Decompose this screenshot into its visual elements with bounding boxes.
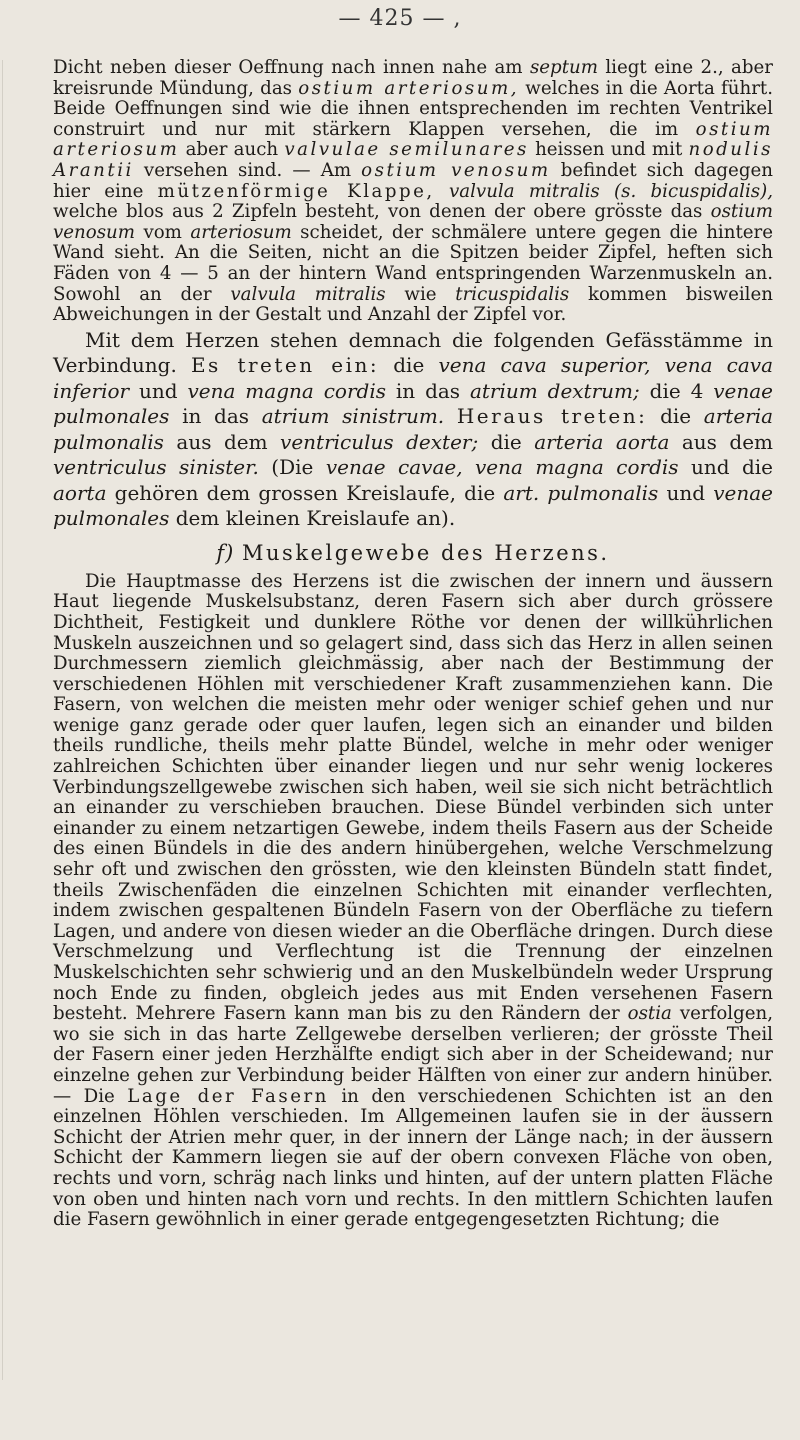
- latin-term: arteriosum: [190, 221, 292, 243]
- text-span: und: [138, 378, 178, 403]
- section-title: Muskelgewebe des Herzens.: [242, 540, 610, 565]
- text-span: versehen sind. — Am: [143, 159, 352, 181]
- text-span: und die: [690, 455, 774, 480]
- text-span: Mit dem Herzen stehen demnach die folgenden Gefässtämme in Verbindung.: [53, 327, 773, 378]
- latin-term: ostium venosum: [53, 201, 773, 243]
- latin-term: venae cavae, vena magna cordis: [325, 455, 679, 480]
- body-text: [53, 58, 773, 1231]
- latin-term: ostia: [627, 1003, 672, 1025]
- latin-term: ostium venosum: [361, 159, 551, 181]
- text-span: aus dem: [176, 429, 268, 454]
- latin-term: arteria pulmonalis: [53, 404, 774, 454]
- text-span: in das: [395, 378, 461, 403]
- spaced-term: Es treten ein:: [190, 353, 380, 378]
- text-span: die: [393, 353, 425, 378]
- section-mark: f): [216, 540, 235, 565]
- text-span: kommen bisweilen Abweichungen in der Gestalt und Anzahl der Zipfel vor.: [53, 283, 773, 326]
- text-span: gehören dem grossen Kreislaufe, die: [114, 480, 496, 505]
- text-span: vom: [143, 221, 182, 243]
- latin-term: aorta: [53, 480, 107, 505]
- section-heading: [53, 538, 773, 568]
- text-span: die: [490, 429, 522, 454]
- latin-term: nodulis Arantii: [53, 139, 773, 181]
- paragraph-muscle: [53, 572, 773, 1231]
- text-span: scheidet, der schmälere untere gegen die hintere Wand sieht. An die Seiten, nicht an die Spitzen beider Zipfel, heften sich Fäden von 4 — 5 an der hintern Wand entspringenden Warzenmuskeln an. Sowohl an der: [53, 221, 773, 305]
- paragraph-vessels: [53, 328, 773, 532]
- latin-term: valvula mitralis (s. bicuspidalis),: [448, 180, 773, 202]
- latin-term: atrium dextrum;: [469, 378, 640, 403]
- latin-term: ventriculus sinister.: [53, 455, 259, 480]
- text-span: und: [666, 480, 706, 505]
- latin-term: atrium sinistrum.: [261, 404, 445, 429]
- latin-term: vena magna cordis: [187, 378, 386, 403]
- text-span: in das: [182, 404, 250, 429]
- text-span: liegt eine 2., aber kreisrunde Mündung, das: [53, 57, 773, 99]
- text-span: befindet sich dagegen hier eine: [53, 159, 773, 202]
- latin-term: septum: [529, 57, 598, 78]
- spaced-term: Lage der Fasern: [127, 1085, 329, 1107]
- spaced-term: Heraus treten:: [456, 404, 648, 429]
- text-span: verfolgen, wo sie sich in das harte Zellgewebe derselben verlieren; der grösste Theil der Fasern einer jeden Herzhälfte endigt sich aber in der Scheidewand; nur einzelne gehen zur Verbindung beider Hälften von einer zur andern hinüber. — Die: [53, 1003, 773, 1107]
- text-span: heissen und mit: [535, 139, 683, 161]
- text-span: Die Hauptmasse des Herzens ist die zwischen der innern und äussern Haut liegende Muskelsubstanz, deren Fasern sich aber durch grössere Dichtheit, Festigkeit und dunklere Röthe vor denen der willkührlichen Muskeln auszeichnen und so gelagert sind, dass sich das Herz in allen seinen Durchmessern ziemlich gleichmässig, aber nach der Bestimmung der verschiedenen Höhlen mit verschiedener Kraft zusammenziehen kann. Die Fasern, von welchen die meisten mehr oder weniger schief gehen und nur wenige ganz gerade oder quer laufen, legen sich an einander und bilden theils rundliche, theils mehr platte Bündel, welche in mehr oder weniger zahlreichen Schichten über einander liegen und nur sehr wenig lockeres Verbindungszellgewebe zwischen sich haben, weil sie sich nicht beträchtlich an einander zu verschieben brauchen. Diese Bündel verbinden sich unter einander zu einem netzartigen Gewebe, indem theils Fasern aus der Scheide des einen Bündels in die des andern hinübergehen, welche Verschmelzung sehr oft und zwischen den grössten, wie den kleinsten Bündeln statt findet, theils Zwischenfäden die einzelnen Schichten mit einander verflechten, indem zwischen gespaltenen Bündeln Fasern von der Oberfläche zu tiefern Lagen, und andere von diesen wieder an die Oberfläche dringen. Durch diese Verschmelzung und Verflechtung ist die Trennung der einzelnen Muskelschichten sehr schwierig und an den Muskelbündeln weder Ursprung noch Ende zu finden, obgleich jedes aus mit Enden versehenen Fasern besteht. Mehrere Fasern kann man bis zu den Rändern der: [53, 570, 773, 1025]
- latin-term: valvulae semilunares: [284, 139, 529, 161]
- latin-term: ostium arteriosum,: [298, 77, 520, 99]
- text-span: wie: [404, 283, 437, 305]
- text-span: die 4: [649, 378, 704, 403]
- latin-term: vena cava superior, vena cava inferior: [53, 353, 774, 403]
- latin-term: ostium arteriosum: [53, 118, 773, 161]
- spaced-term: mützenförmige Klappe,: [157, 180, 435, 202]
- paragraph-valves: [53, 58, 773, 326]
- latin-term: arteria aorta: [534, 429, 670, 454]
- text-span: (Die: [271, 455, 314, 480]
- latin-term: tricuspidalis: [455, 283, 570, 305]
- page-number: — 425 — ,: [338, 6, 462, 31]
- latin-term: art. pulmonalis: [503, 480, 659, 505]
- text-span: aus dem: [681, 429, 774, 454]
- text-span: aber auch: [185, 139, 279, 161]
- text-span: welche blos aus 2 Zipfeln besteht, von denen der obere grösste das: [53, 201, 703, 223]
- latin-term: valvula mitralis: [230, 283, 386, 305]
- latin-term: venae pulmonales: [53, 480, 773, 531]
- page-edge-shadow: [2, 60, 3, 1380]
- latin-term: venae pulmonales: [53, 378, 774, 429]
- text-span: Dicht neben dieser Oeffnung nach innen nahe am: [53, 57, 523, 78]
- text-span: welches in die Aorta führt. Beide Oeffnungen sind wie die ihnen entsprechenden im rechten Ventrikel construirt und nur mit stärkern Klappen versehen, die im: [53, 77, 773, 140]
- latin-term: ventriculus dexter;: [280, 429, 479, 454]
- text-span: in den verschiedenen Schichten ist an den einzelnen Höhlen verschieden. Im Allgemeinen laufen sie in der äussern Schicht der Atrien mehr quer, in der innern der Länge nach; in der äussern Schicht der Kammern liegen sie auf der obern convexen Fläche von oben, rechts und vorn, schräg nach links und hinten, auf der untern platten Fläche von oben und hinten nach vorn und rechts. In den mittlern Schichten laufen die Fasern gewöhnlich in einer gerade entgegengesetzten Richtung; die: [53, 1085, 773, 1231]
- text-span: dem kleinen Kreislaufe an).: [175, 506, 456, 531]
- text-span: die: [660, 404, 692, 429]
